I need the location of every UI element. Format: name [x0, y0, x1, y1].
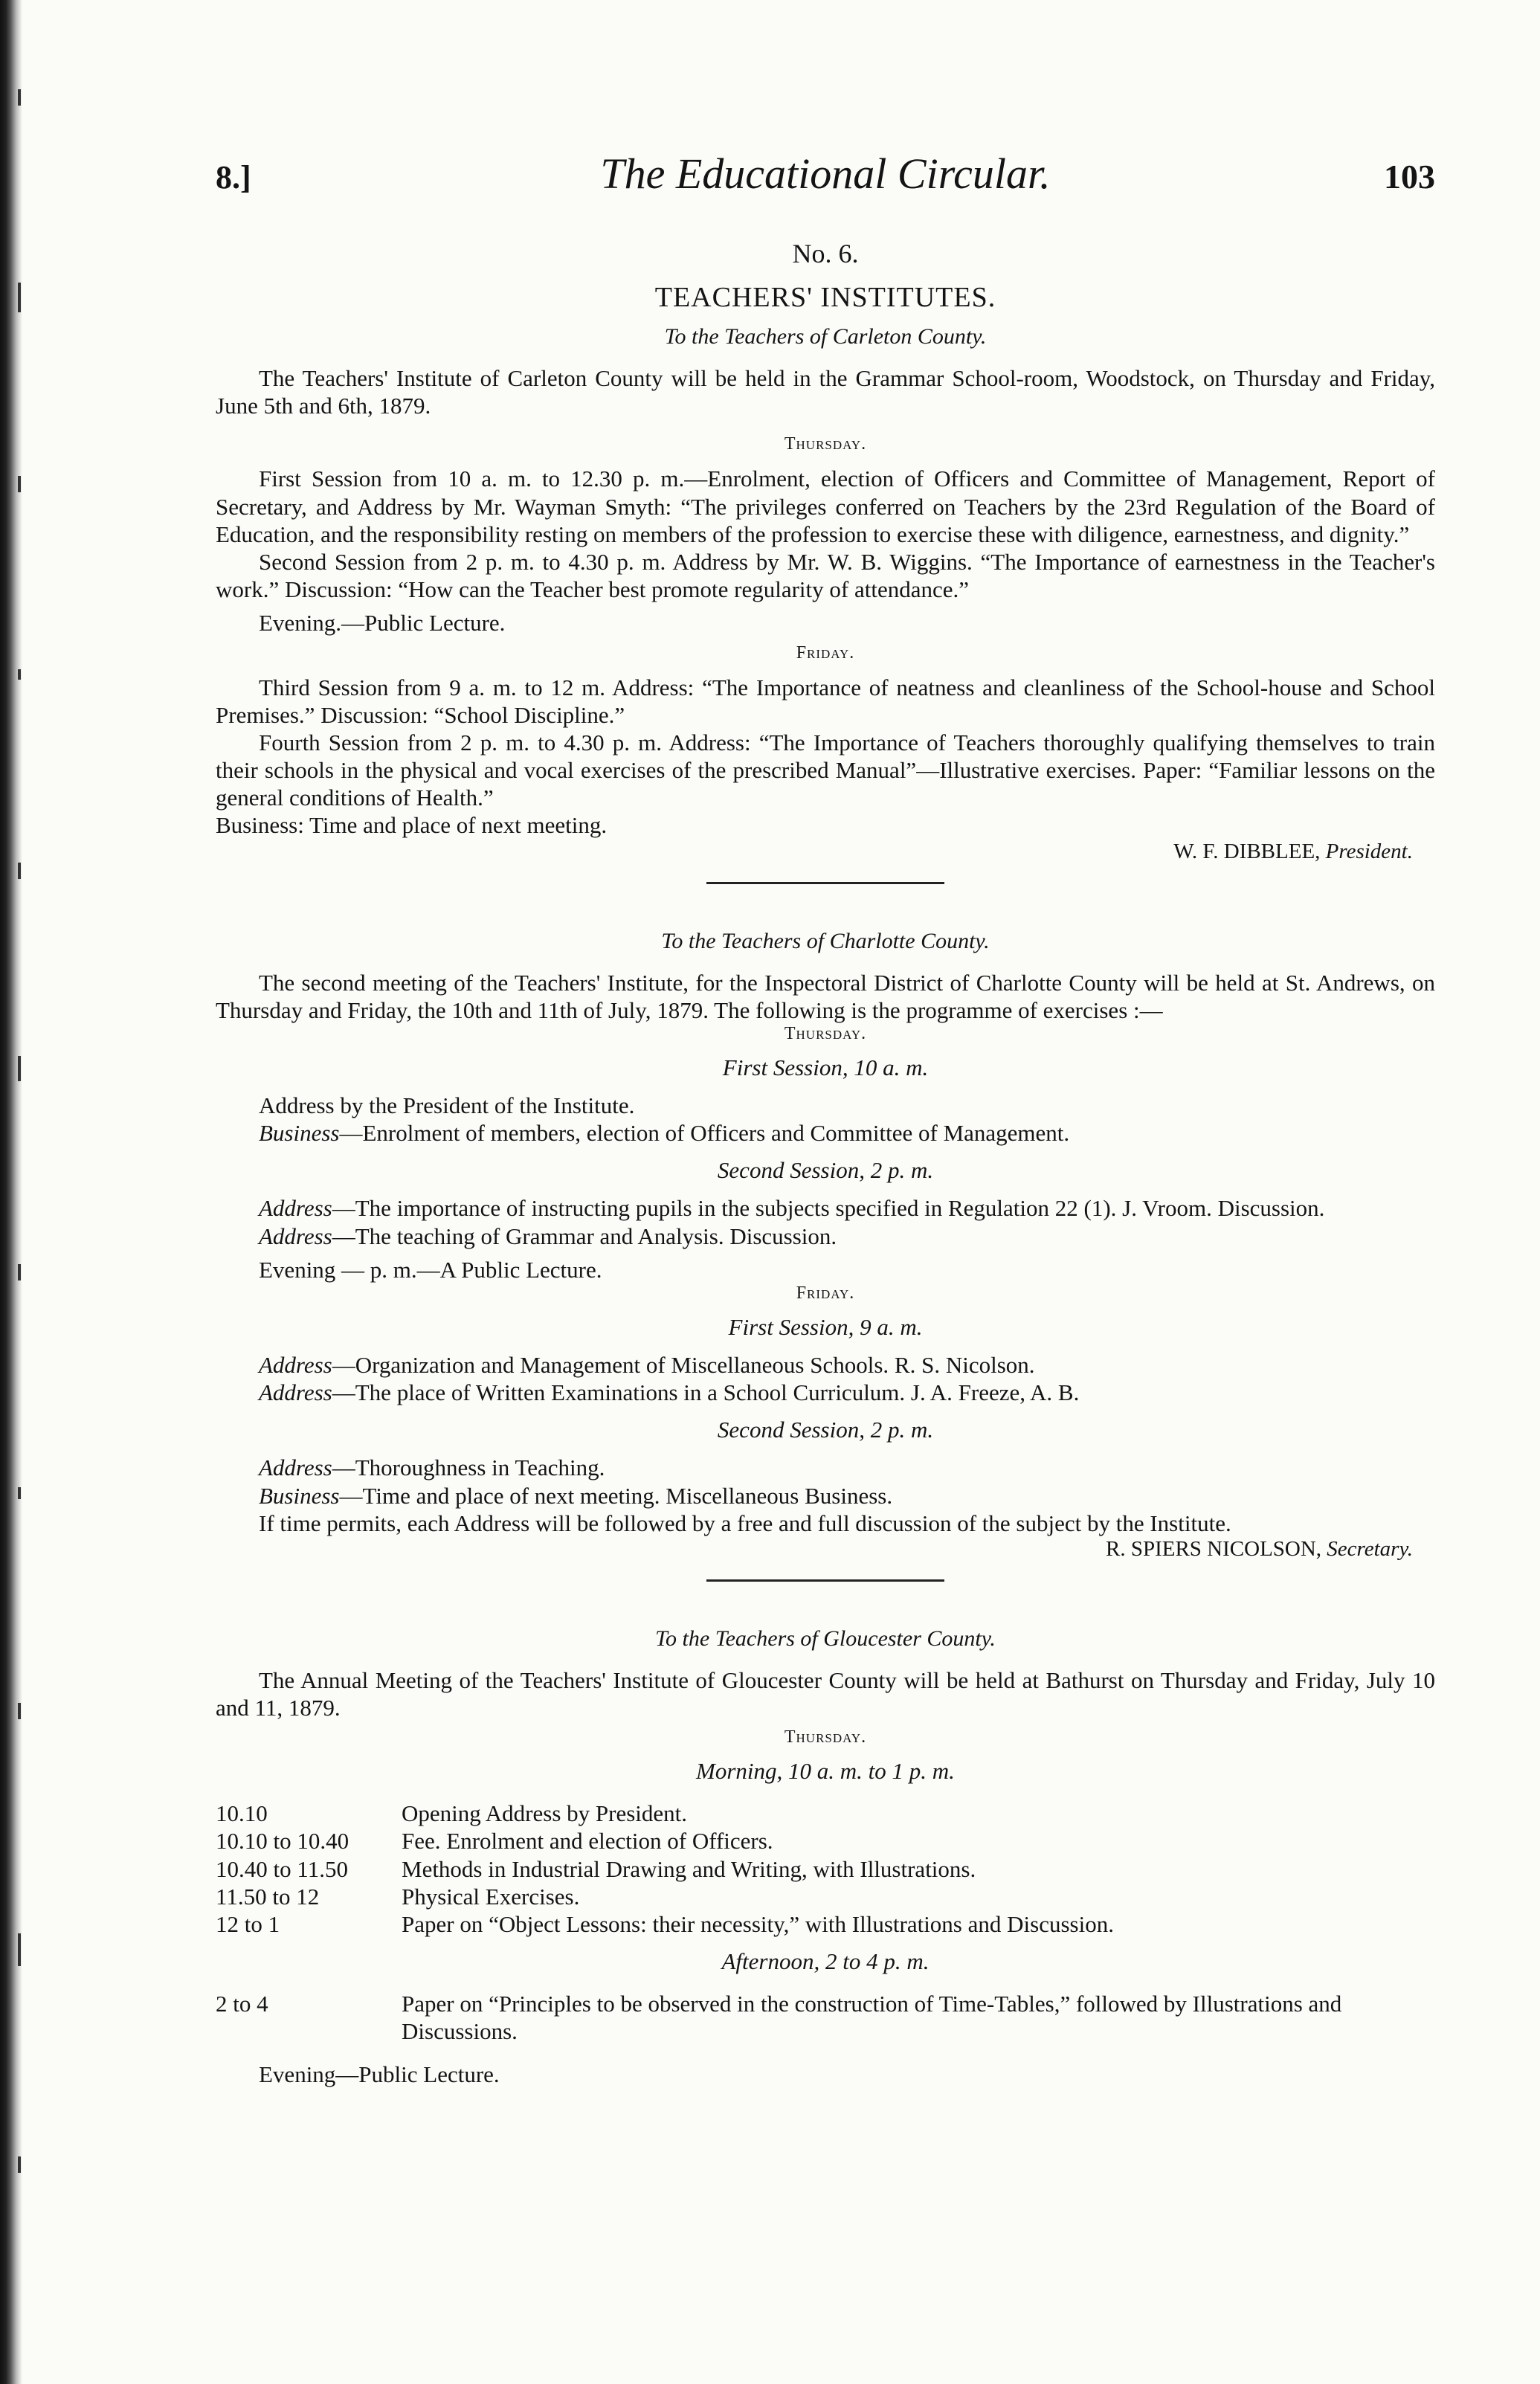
charlotte-line-8: Business—Time and place of next meeting. Miscellaneous Business.	[259, 1482, 893, 1509]
timetable-time: 10.10 to 10.40	[216, 1828, 349, 1855]
section-marker: 8.]	[216, 159, 251, 196]
gloucester-heading: To the Teachers of Gloucester County.	[655, 1626, 996, 1651]
carleton-day-thursday: Thursday.	[784, 434, 867, 454]
charlotte-evening: Evening — p. m.—A Public Lecture.	[259, 1256, 602, 1283]
carleton-business: Business: Time and place of next meeting.	[216, 812, 608, 839]
charlotte-friday-second-session: Second Session, 2 p. m.	[717, 1417, 934, 1443]
charlotte-day-friday: Friday.	[796, 1283, 855, 1303]
gloucester-morning: Morning, 10 a. m. to 1 p. m.	[696, 1758, 955, 1785]
charlotte-line-5: Address—Organization and Management of Miscellaneous Schools. R. S. Nicolson.	[259, 1351, 1035, 1378]
charlotte-signature	[216, 1537, 1413, 1562]
signature-title: Secretary.	[1327, 1536, 1413, 1561]
charlotte-line-4: Address—The teaching of Grammar and Analysis. Discussion.	[259, 1222, 837, 1249]
journal-title: The Educational Circular.	[600, 149, 1051, 198]
timetable-item: Fee. Enrolment and election of Officers.	[402, 1828, 773, 1855]
page-number: 103	[1384, 158, 1435, 196]
charlotte-line-9: If time permits, each Address will be followed by a free and full discussion of the subject by the Institute.	[259, 1510, 1231, 1536]
carleton-intro: The Teachers' Institute of Carleton County will be held in the Grammar School-room, Woodstock, on Thursday and Friday, June 5th and 6th, 1879.	[216, 365, 1435, 419]
article-number: No. 6.	[792, 239, 859, 268]
timetable-item: Methods in Industrial Drawing and Writing, with Illustrations.	[402, 1855, 976, 1882]
charlotte-line-7: Address—Thoroughness in Teaching.	[259, 1454, 605, 1481]
charlotte-line-1: Address by the President of the Institute.	[259, 1092, 635, 1118]
gloucester-evening: Evening—Public Lecture.	[259, 2061, 500, 2087]
binding-marks	[18, 0, 33, 2384]
signature-title: President.	[1325, 839, 1413, 863]
gloucester-day-thursday: Thursday.	[784, 1727, 867, 1747]
section-divider	[706, 882, 944, 884]
timetable-item: Opening Address by President.	[402, 1800, 688, 1827]
charlotte-second-session: Second Session, 2 p. m.	[717, 1157, 934, 1184]
carleton-evening: Evening.—Public Lecture.	[259, 610, 506, 637]
carleton-session-2: Second Session from 2 p. m. to 4.30 p. m. Address by Mr. W. B. Wiggins. “The Importance of earnestness in the Teacher's work.” Discussion: “How can the Teacher best promote regularity of attendance.”	[216, 548, 1435, 603]
running-header	[216, 149, 1435, 208]
signature-name: R. SPIERS NICOLSON,	[1105, 1536, 1322, 1561]
charlotte-first-session: First Session, 10 a. m.	[722, 1054, 929, 1080]
carleton-session-3: Third Session from 9 a. m. to 12 m. Address: “The Importance of neatness and cleanliness of the School-house and School Premises.” Discussion: “School Discipline.”	[216, 674, 1435, 728]
charlotte-line-6: Address—The place of Written Examinations in a School Curriculum. J. A. Freeze, A. B.	[259, 1379, 1080, 1406]
charlotte-line-3: Address—The importance of instructing pupils in the subjects specified in Regulation 22 (1). J. Vroom. Discussion.	[259, 1195, 1325, 1222]
gloucester-afternoon: Afternoon, 2 to 4 p. m.	[721, 1948, 930, 1975]
timetable-time: 11.50 to 12	[216, 1883, 320, 1910]
timetable-time: 10.10	[216, 1800, 268, 1827]
timetable-time: 2 to 4	[216, 1991, 268, 2017]
charlotte-heading: To the Teachers of Charlotte County.	[661, 928, 990, 953]
carleton-heading: To the Teachers of Carleton County.	[664, 324, 987, 349]
charlotte-friday-first-session: First Session, 9 a. m.	[728, 1313, 923, 1340]
carleton-session-1: First Session from 10 a. m. to 12.30 p. m.—Enrolment, election of Officers and Committee of Management, Report of Secretary, and Address by Mr. Wayman Smyth: “The privileges conferred on Teachers by the 23rd Regulation of the Board of Education, and the responsibility resting on members of the profession to exercise these with diligence, earnestness, and dignity.”	[216, 465, 1435, 547]
gloucester-afternoon-timetable	[216, 1990, 1435, 2045]
gloucester-timetable	[216, 1800, 1435, 1938]
signature-name: W. F. DIBBLEE,	[1173, 839, 1321, 863]
gloucester-intro: The Annual Meeting of the Teachers' Institute of Gloucester County will be held at Bathurst on Thursday and Friday, July 10 and 11, 1879.	[216, 1666, 1435, 1721]
timetable-time: 10.40 to 11.50	[216, 1855, 348, 1882]
page-content	[216, 149, 1435, 2088]
timetable-item: Paper on “Object Lessons: their necessity,” with Illustrations and Discussion.	[402, 1911, 1114, 1937]
carleton-session-4: Fourth Session from 2 p. m. to 4.30 p. m. Address: “The Importance of Teachers thoroughly qualifying themselves to train their schools in the physical and vocal exercises of the prescribed Manual”—Illustrative exercises. Paper: “Familiar lessons on the general conditions of Health.”	[216, 729, 1435, 811]
timetable-item: Physical Exercises.	[402, 1883, 580, 1910]
section-divider	[706, 1579, 944, 1582]
charlotte-line-2: Business—Enrolment of members, election of Officers and Committee of Management.	[259, 1120, 1070, 1147]
carleton-day-friday: Friday.	[796, 642, 855, 663]
timetable-item: Paper on “Principles to be observed in the construction of Time-Tables,” followed by Illustrations and Discussions.	[402, 1991, 1342, 2045]
charlotte-day-thursday: Thursday.	[784, 1024, 867, 1043]
charlotte-intro: The second meeting of the Teachers' Institute, for the Inspectoral District of Charlotte County will be held at St. Andrews, on Thursday and Friday, the 10th and 11th of July, 1879. The following is the programme of exercises :—	[216, 969, 1435, 1023]
timetable-time: 12 to 1	[216, 1911, 280, 1937]
carleton-signature	[216, 840, 1413, 864]
article-heading: TEACHERS' INSTITUTES.	[654, 282, 996, 313]
